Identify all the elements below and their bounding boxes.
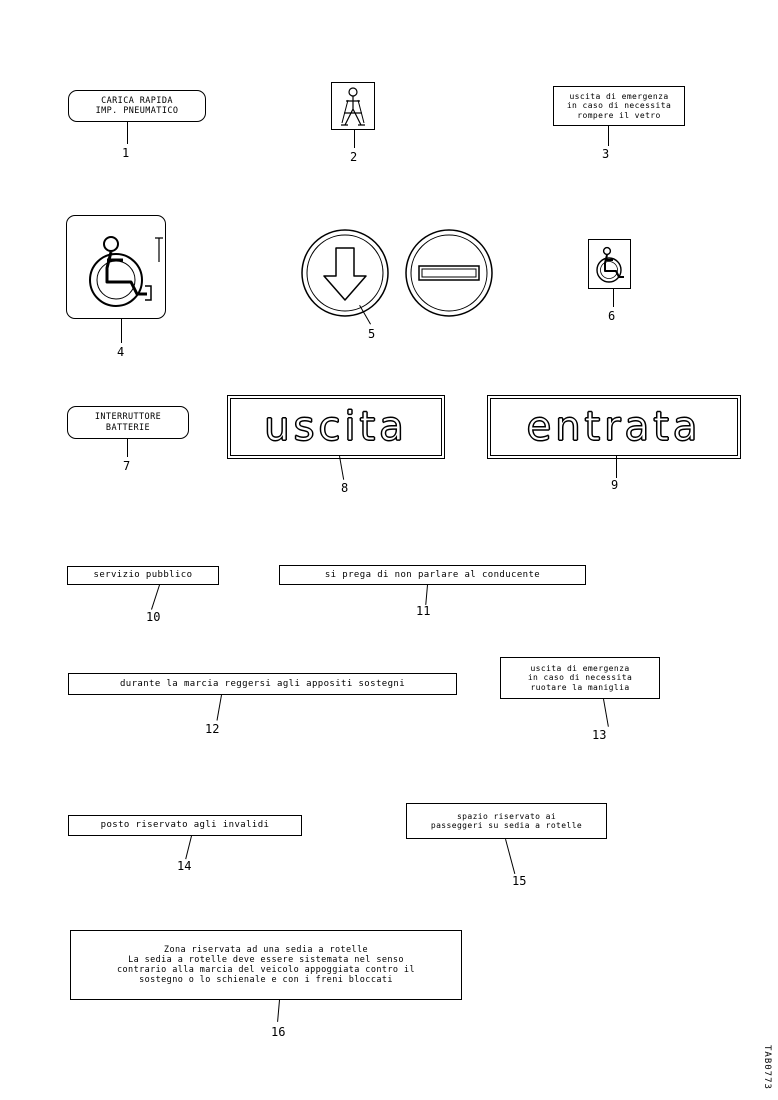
callout-16: 16 <box>271 1025 286 1039</box>
callout-12: 12 <box>205 722 220 736</box>
plate-line: rompere il vetro <box>577 110 661 120</box>
no-entry-circle-icon <box>404 228 494 318</box>
leader-line-12 <box>217 695 222 721</box>
callout-10: 10 <box>146 610 161 624</box>
callout-5: 5 <box>368 327 376 341</box>
label-plate-15 <box>406 803 607 839</box>
plate-line: sostegno o lo schienale e con i freni bloccati <box>139 975 393 986</box>
leader-line-7 <box>127 439 128 457</box>
callout-4: 4 <box>117 345 125 359</box>
callout-9: 9 <box>611 478 619 492</box>
callout-14: 14 <box>177 859 192 873</box>
wheelchair-small-icon <box>589 240 630 288</box>
leader-line-6 <box>613 289 614 307</box>
leader-line-14 <box>185 836 192 860</box>
plate-line: ruotare la maniglia <box>530 682 630 692</box>
label-plate-13 <box>500 657 660 699</box>
plate-line: BATTERIE <box>105 422 151 433</box>
label-plate-11 <box>279 565 586 585</box>
callout-15: 15 <box>512 874 527 888</box>
plate-line: posto riservato agli invalidi <box>100 820 270 831</box>
callout-11: 11 <box>416 604 431 618</box>
leader-line-8 <box>339 456 344 480</box>
label-plate-12 <box>68 673 457 695</box>
pictogram-5 <box>300 228 390 318</box>
label-plate-3 <box>553 86 685 126</box>
leader-line-1 <box>127 122 128 144</box>
plate-line: servizio pubblico <box>93 570 193 581</box>
label-plate-1 <box>68 90 206 122</box>
plate-line: Zona riservata ad una sedia a rotelle <box>163 944 369 955</box>
leader-line-2 <box>354 130 355 148</box>
label-plate-7 <box>67 406 189 439</box>
plate-line: contrario alla marcia del veicolo appoggiata contro il <box>117 965 415 975</box>
step-ladder-icon <box>332 83 374 129</box>
label-plate-16 <box>70 930 462 1000</box>
wheelchair-lift-icon <box>67 216 165 318</box>
pictogram-2 <box>331 82 375 130</box>
plate-line: in caso di necessita <box>527 673 633 683</box>
leader-line-16 <box>277 1000 280 1022</box>
plate-line: spazio riservato ai <box>456 811 557 821</box>
callout-13: 13 <box>592 728 607 742</box>
plate-line: uscita di emergenza <box>569 91 669 101</box>
leader-line-15 <box>505 839 515 874</box>
callout-1: 1 <box>122 146 130 160</box>
callout-8: 8 <box>341 481 349 495</box>
plate-line: passeggeri su sedia a rotelle <box>430 821 583 830</box>
leader-line-3 <box>608 126 609 146</box>
leader-line-4 <box>121 319 122 343</box>
callout-7: 7 <box>123 459 131 473</box>
label-plate-8 <box>230 398 442 456</box>
plate-line: La sedia a rotelle deve essere sistemata nel senso <box>128 954 404 965</box>
callout-3: 3 <box>602 147 610 161</box>
drawing-code: TAB0773 <box>762 1045 772 1090</box>
pictogram-no-entry <box>404 228 494 318</box>
leader-line-13 <box>603 699 609 727</box>
label-plate-10 <box>67 566 219 585</box>
label-plate-9 <box>490 398 738 456</box>
callout-6: 6 <box>608 309 616 323</box>
down-arrow-circle-icon <box>300 228 390 318</box>
pictogram-4 <box>66 215 166 319</box>
plate-line: durante la marcia reggersi agli appositi sostegni <box>119 678 406 689</box>
big-word-text: uscita <box>264 404 408 450</box>
plate-line: INTERRUTTORE <box>94 412 162 423</box>
label-plate-14 <box>68 815 302 836</box>
callout-2: 2 <box>350 150 358 164</box>
leader-line-9 <box>616 456 617 478</box>
plate-line: in caso di necessita <box>566 101 672 111</box>
plate-line: CARICA RAPIDA <box>101 95 173 106</box>
leader-line-10 <box>151 585 160 610</box>
plate-line: si prega di non parlare al conducente <box>324 569 541 580</box>
leader-line-11 <box>425 585 428 605</box>
big-word-text: entrata <box>526 404 702 450</box>
plate-line: IMP. PNEUMATICO <box>95 106 179 116</box>
plate-line: uscita di emergenza <box>530 663 630 673</box>
pictogram-6 <box>588 239 631 289</box>
